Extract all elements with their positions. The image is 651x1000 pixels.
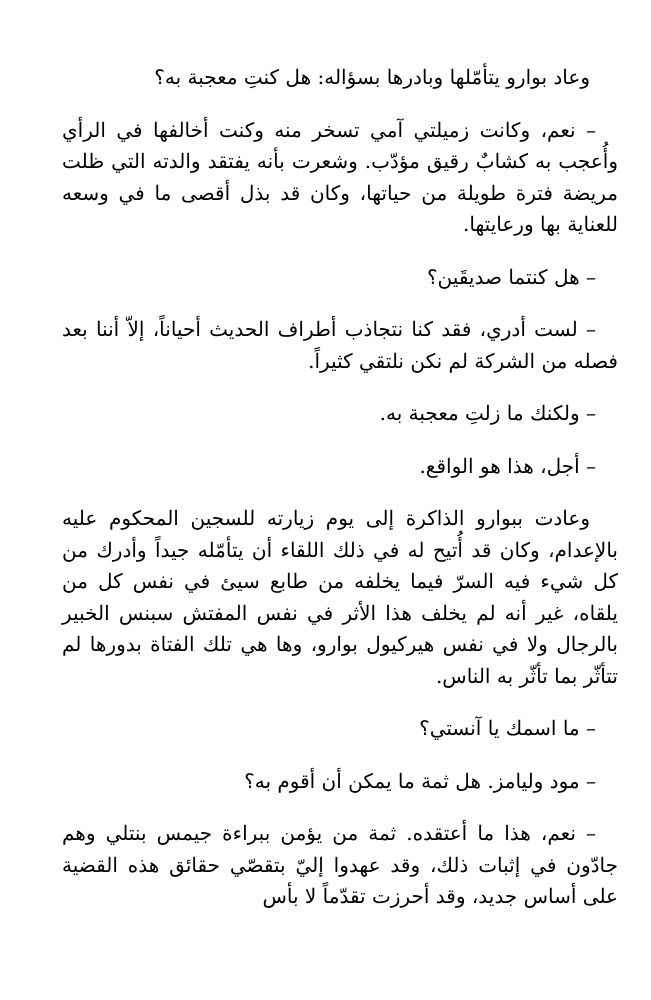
- book-page: [62, 62, 618, 913]
- paragraph-4: – لست أدري، فقد كنا نتجاذب أطراف الحديث أحياناً، إلاّ أننا بعد فصله من الشركة لم نكن نلتقي كثيراً.: [62, 317, 618, 373]
- paragraph-5: – ولكنك ما زلتِ معجبة به.: [379, 401, 596, 425]
- paragraph-8: – ما اسمك يا آنستي؟: [419, 716, 596, 740]
- paragraph-1: وعاد بوارو يتأمّلها وبادرها بسؤاله: هل كنتِ معجبة به؟: [154, 65, 590, 89]
- paragraph-6: – أجل، هذا هو الواقع.: [419, 453, 596, 478]
- paragraph-9: – مود وليامز. هل ثمة ما يمكن أن أقوم به؟: [244, 768, 596, 793]
- paragraph-7: وعادت ببوارو الذاكرة إلى يوم زيارته للسجين المحكوم عليه بالإعدام، وكان قد أُتيح له في ذلك اللقاء أن يتأمّله جيداً وأدرك من كل شيء فيه السرّ فيما يخلفه من طابع سيئ في نفس كل من يلقاه، غير أنه لم يخلف هذا الأثر في نفس المفتش سبنس الخبير بالرجال ولا في نفس هيركيول بوارو، وها هي تلك الفتاة بدورها لم تتأثّر بما تأثّر به الناس.: [62, 506, 618, 688]
- paragraph-2: – نعم، وكانت زميلتي آمي تسخر منه وكنت أخالفها في الرأي وأُعجب به كشابٌ رقيق مؤدّب. وشعرت بأنه يفتقد والدته التي ظلت مريضة فترة طويلة من حياتها، وكان قد بذل أقصى ما في وسعه للعناية بها ورعايتها.: [62, 117, 618, 236]
- paragraph-3: – هل كنتما صديقَين؟: [426, 264, 596, 289]
- paragraph-10: – نعم، هذا ما أعتقده. ثمة من يؤمن ببراءة جيمس بنتلي وهم جادّون في إثبات ذلك، وقد عهدوا إليّ بتقصّي حقائق هذه القضية على أساس جديد، وقد أحرزت تقدّماً لا بأس: [62, 821, 618, 908]
